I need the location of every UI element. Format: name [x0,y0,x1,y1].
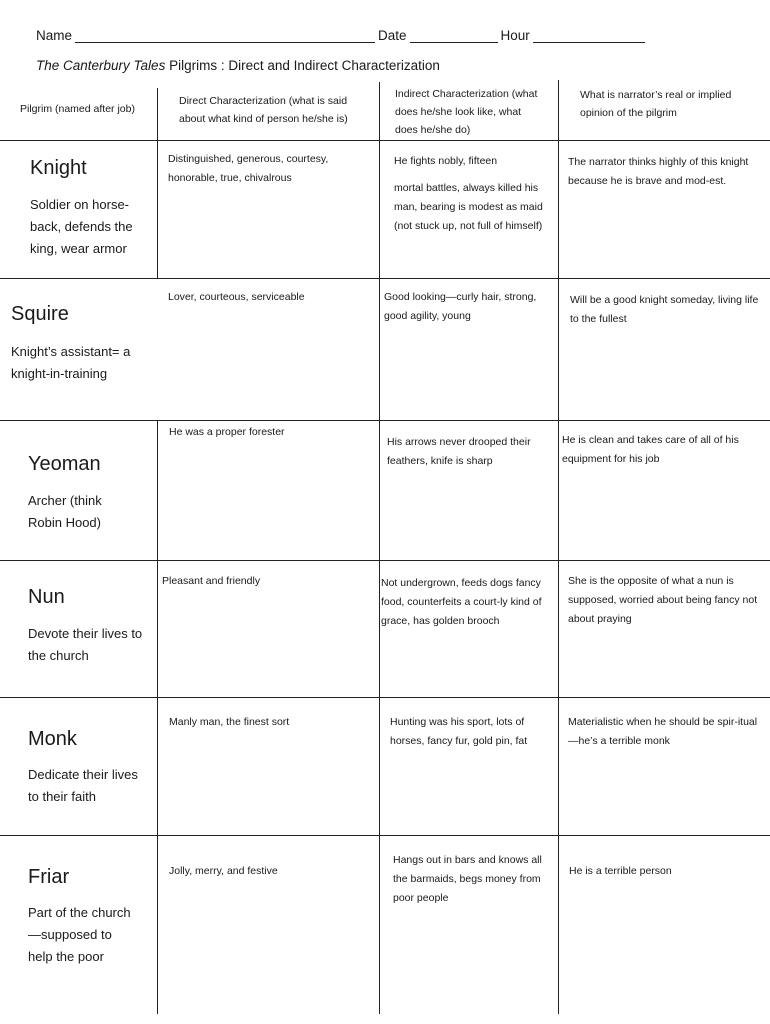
indirect-nun: Not undergrown, feeds dogs fancy food, counterfeits a court-ly kind of grace, has golden brooch [381,577,542,627]
pilgrim-desc-friar: Part of the church—supposed to help the poor [28,905,131,964]
pilgrim-name-friar: Friar [28,866,70,888]
row-divider [0,140,770,141]
pilgrim-desc-nun: Devote their lives to the church [28,626,143,663]
title-rest: Pilgrims : Direct and Indirect Characterization [165,58,440,73]
column-header-opinion: What is narrator’s real or implied opinion of the pilgrim [580,89,732,119]
indirect-squire: Good looking—curly hair, strong, good agility, young [384,291,537,322]
name-label: Name [36,28,73,43]
direct-monk: Manly man, the finest sort [169,716,290,728]
column-header-indirect: Indirect Characterization (what does he/she look like, what does he/she do) [395,88,538,136]
date-label: Date [378,28,407,43]
pilgrim-name-nun: Nun [28,586,65,608]
worksheet-title [36,58,440,73]
pilgrim-name-knight: Knight [30,157,87,179]
hour-label: Hour [500,28,530,43]
indirect-yeoman: His arrows never drooped their feathers, knife is sharp [387,436,531,467]
row-divider [0,560,770,561]
column-header-pilgrim: Pilgrim (named after job) [20,103,135,115]
direct-squire: Lover, courteous, serviceable [168,291,305,303]
opinion-monk: Materialistic when he should be spir-itual—he’s a terrible monk [568,716,758,747]
header-line [36,28,648,43]
direct-friar: Jolly, merry, and festive [169,865,278,877]
direct-knight: Distinguished, generous, courtesy, honorable, true, chivalrous [168,153,329,184]
column-header-direct: Direct Characterization (what is said about what kind of person he/she is) [179,95,348,125]
indirect-knight-1: He fights nobly, fifteen [394,155,498,167]
col-divider [558,80,559,1014]
date-field[interactable] [410,28,498,43]
row-divider [0,697,770,698]
direct-yeoman: He was a proper forester [169,426,285,438]
indirect-friar: Hangs out in bars and knows all the barmaids, begs money from poor people [393,854,542,904]
pilgrim-name-yeoman: Yeoman [28,453,101,475]
pilgrim-desc-squire: Knight’s assistant= a knight-in-training [11,344,131,381]
hour-field[interactable] [533,28,645,43]
col-divider [157,420,158,1014]
opinion-friar: He is a terrible person [569,865,672,877]
pilgrim-name-squire: Squire [11,303,69,325]
col-divider [379,82,380,1014]
opinion-squire: Will be a good knight someday, living life to the fullest [570,294,759,325]
opinion-yeoman: He is clean and takes care of all of his equipment for his job [562,434,739,465]
indirect-knight-2: mortal battles, always killed his man, bearing is modest as maid (not stuck up, not full of himself) [394,182,543,232]
opinion-nun: She is the opposite of what a nun is supposed, worried about being fancy not about praying [568,575,758,625]
pilgrim-desc-knight: Soldier on horse-back, defends the king, wear armor [30,197,133,256]
row-divider [0,420,770,421]
name-field[interactable] [75,28,375,43]
indirect-monk: Hunting was his sport, lots of horses, fancy fur, gold pin, fat [390,716,528,747]
col-divider [157,88,158,278]
pilgrim-desc-monk: Dedicate their lives to their faith [28,767,138,804]
row-divider [0,835,770,836]
pilgrim-name-monk: Monk [28,728,77,750]
row-divider [0,278,770,279]
pilgrim-desc-yeoman: Archer (think Robin Hood) [28,493,102,530]
direct-nun: Pleasant and friendly [162,575,261,587]
opinion-knight: The narrator thinks highly of this knight because he is brave and mod-est. [568,156,749,187]
title-italic: The Canterbury Tales [36,58,166,73]
